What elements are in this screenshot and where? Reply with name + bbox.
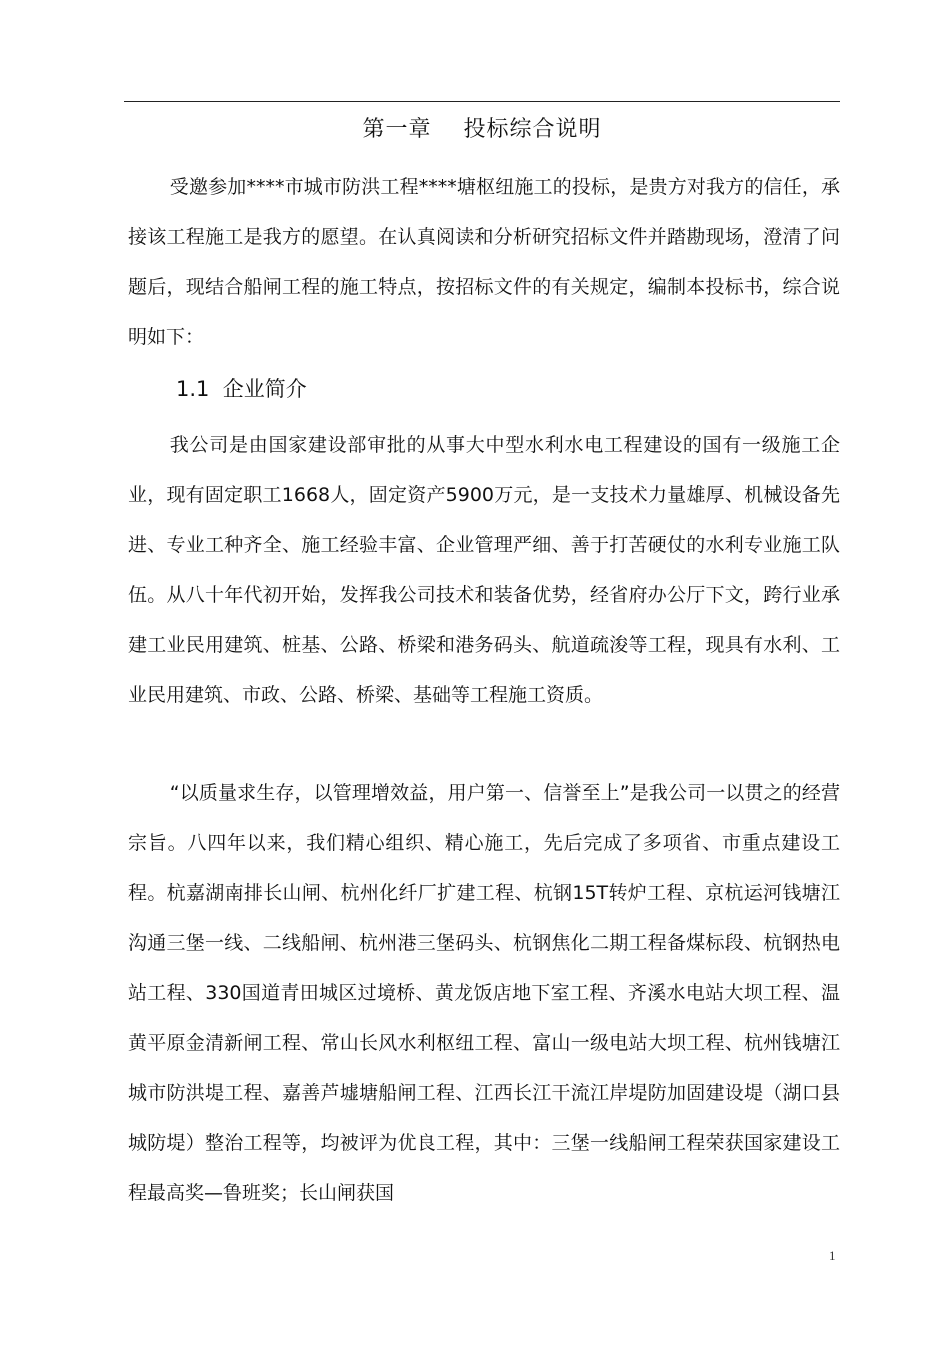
chapter-title: 第一章 投标综合说明 <box>362 117 602 142</box>
page-number: 1 <box>829 1248 836 1263</box>
paragraph-company-profile: 我公司是由国家建设部审批的从事大中型水利水电工程建设的国有一级施工企业，现有固定职工1668人，固定资产5900万元，是一支技术力量雄厚、机械设备先进、专业工种齐全、施工经验丰富、企业管理严细、善于打苦硬仗的水利专业施工队伍。从八十年代初开始，发挥我公司技术和装备优势，经省府办公厅下文，跨行业承建工业民用建筑、桩基、公路、桥梁和港务码头、航道疏浚等工程，现具有水利、工业民用建筑、市政、公路、桥梁、基础等工程施工资质。 <box>128 434 840 706</box>
section-title: 1.1 企业简介 <box>176 377 307 401</box>
paragraph-intro: 受邀参加****市城市防洪工程****塘枢纽施工的投标，是贵方对我方的信任，承接该工程施工是我方的愿望。在认真阅读和分析研究招标文件并踏勘现场，澄清了问题后，现结合船闸工程的施工特点，按招标文件的有关规定，编制本投标书，综合说明如下： <box>128 176 840 348</box>
paragraph-business-philosophy: “以质量求生存，以管理增效益，用户第一、信誉至上”是我公司一以贯之的经营宗旨。八四年以来，我们精心组织、精心施工，先后完成了多项省、市重点建设工程。杭嘉湖南排长山闸、杭州化纤厂扩建工程、杭钢15T转炉工程、京杭运河钱塘江沟通三堡一线、二线船闸、杭州港三堡码头、杭钢焦化二期工程备煤标段、杭钢热电站工程、330国道青田城区过境桥、黄龙饭店地下室工程、齐溪水电站大坝工程、温黄平原金清新闸工程、常山长风水利枢纽工程、富山一级电站大坝工程、杭州钱塘江城市防洪堤工程、嘉善芦墟塘船闸工程、江西长江干流江岸堤防加固建设堤（湖口县城防堤）整治工程等，均被评为优良工程，其中：三堡一线船闸工程荣获国家建设工程最高奖—鲁班奖；长山闸获国 <box>128 782 840 1204</box>
header-rule <box>124 101 840 102</box>
